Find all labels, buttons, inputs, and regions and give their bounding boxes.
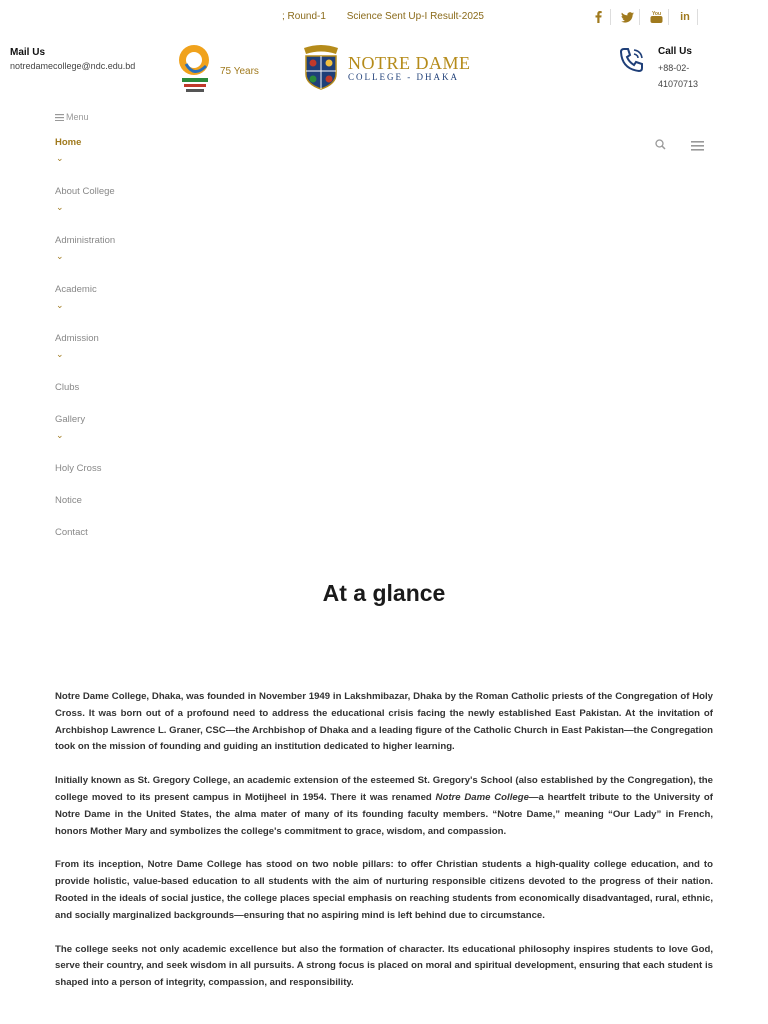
nav-item-notice[interactable]: Notice xyxy=(55,495,82,506)
nav-spacer xyxy=(55,478,115,494)
twitter-icon[interactable] xyxy=(615,9,640,25)
nav-item-about-college[interactable]: About College xyxy=(55,186,115,197)
nav-item-administration[interactable]: Administration xyxy=(55,235,116,246)
paragraph: From its inception, Notre Dame College has stood on two noble pillars: to offer Christian students a high-quality college education, and to provide holistic, value-based education to all students with the aim of nurturing responsible citizens devoted to the progress of their nation. Rooted in the ideals of social justice, the college places special emphasis on reaching students from economically disadvantaged, rural, ethnic, and socially marginalized backgrounds—ensuring that no aspiring mind is left behind due to circumstance. xyxy=(55,859,713,921)
college-crest-icon xyxy=(300,44,342,90)
nav-item-clubs[interactable]: Clubs xyxy=(55,382,80,393)
youtube-icon[interactable] xyxy=(644,9,669,25)
chevron-down-icon[interactable]: ⌄ xyxy=(56,153,64,163)
menu-toggle[interactable] xyxy=(55,112,89,122)
chevron-down-icon[interactable]: ⌄ xyxy=(56,300,64,310)
main-nav xyxy=(55,136,115,542)
page-title: At a glance xyxy=(322,580,446,606)
hamburger-icon xyxy=(55,114,64,121)
nav-item-holy-cross[interactable]: Holy Cross xyxy=(55,463,102,474)
anniversary-logo-icon xyxy=(176,44,216,98)
news-ticker[interactable] xyxy=(282,11,502,22)
paragraph-text: —a heartfelt tribute to the University of Notre Dame in the United States, the alma mater of many of its founding faculty members. “Notre Dame,” meaning “Our Lady” in French, honors Mother Mary and symbolizes the college's commitment to grace, wisdom, and compassion. xyxy=(55,791,713,837)
anniversary-badge xyxy=(176,44,259,98)
article-body xyxy=(55,689,713,1009)
college-logo[interactable] xyxy=(300,44,471,90)
nav-spacer xyxy=(55,510,115,526)
paragraph xyxy=(55,773,713,840)
nav-item-contact[interactable]: Contact xyxy=(55,527,88,538)
nav-item-gallery[interactable]: Gallery xyxy=(55,414,86,425)
mail-label: Mail Us xyxy=(10,47,46,58)
phone-number[interactable]: +88-02-41070713 xyxy=(658,63,699,89)
paragraph-text: Initially known as St. Gregory College, an academic extension of the esteemed St. Gregory's School (also established by the Congregation), the college moved to its present campus in Motijheel in 1954. There it was renamed xyxy=(55,775,713,803)
chevron-down-icon[interactable]: ⌄ xyxy=(56,202,64,212)
nav-spacer xyxy=(55,397,115,413)
social-links xyxy=(586,9,698,25)
chevron-down-icon[interactable]: ⌄ xyxy=(56,251,64,261)
call-block xyxy=(618,46,704,92)
anniversary-label: 75 Years xyxy=(220,65,259,77)
chevron-down-icon[interactable]: ⌄ xyxy=(56,430,64,440)
offcanvas-menu-icon[interactable] xyxy=(691,138,704,156)
menu-toggle-label: Menu xyxy=(66,112,89,122)
chevron-down-icon[interactable]: ⌄ xyxy=(56,349,64,359)
facebook-icon[interactable] xyxy=(586,9,611,25)
paragraph: Notre Dame College, Dhaka, was founded in November 1949 in Lakshmibazar, Dhaka by the Roman Catholic priests of the Congregation of Holy Cross. It was born out of a profound need to address the educational crisis facing the newly established East Pakistan. At the invitation of Archbishop Lawrence L. Graner, CSC—the Archbishop of Dhaka and a leading figure of the Catholic Church in East Pakistan—the Congregation took on the mission of founding and guiding an institution dedicated to higher learning. xyxy=(55,691,713,753)
phone-icon xyxy=(618,46,646,74)
call-label: Call Us xyxy=(658,46,692,57)
ticker-item[interactable]: Science Sent Up-I Result-2025 xyxy=(346,11,484,22)
linkedin-icon[interactable]: in xyxy=(673,9,698,25)
ticker-item[interactable]: ; Round-1 xyxy=(282,11,326,22)
emphasis-text: Notre Dame College xyxy=(435,791,529,803)
paragraph: The college seeks not only academic excellence but also the formation of character. Its educational philosophy inspires students to love God, serve their country, and seek wisdom in all pursuits. A strong focus is placed on moral and spiritual development, ensuring that each student is shaped into a person of integrity, compassion, and responsibility. xyxy=(55,943,713,989)
college-name: NOTRE DAME xyxy=(348,52,471,73)
search-icon[interactable] xyxy=(655,137,666,155)
nav-item-academic[interactable]: Academic xyxy=(55,284,97,295)
college-subtitle: COLLEGE - DHAKA xyxy=(348,71,459,82)
mail-block xyxy=(10,47,135,71)
mail-address[interactable]: notredamecollege@ndc.edu.bd xyxy=(10,61,136,71)
nav-item-home[interactable]: Home xyxy=(55,137,82,148)
nav-item-admission[interactable]: Admission xyxy=(55,333,99,344)
youtube-label: You xyxy=(651,11,661,17)
